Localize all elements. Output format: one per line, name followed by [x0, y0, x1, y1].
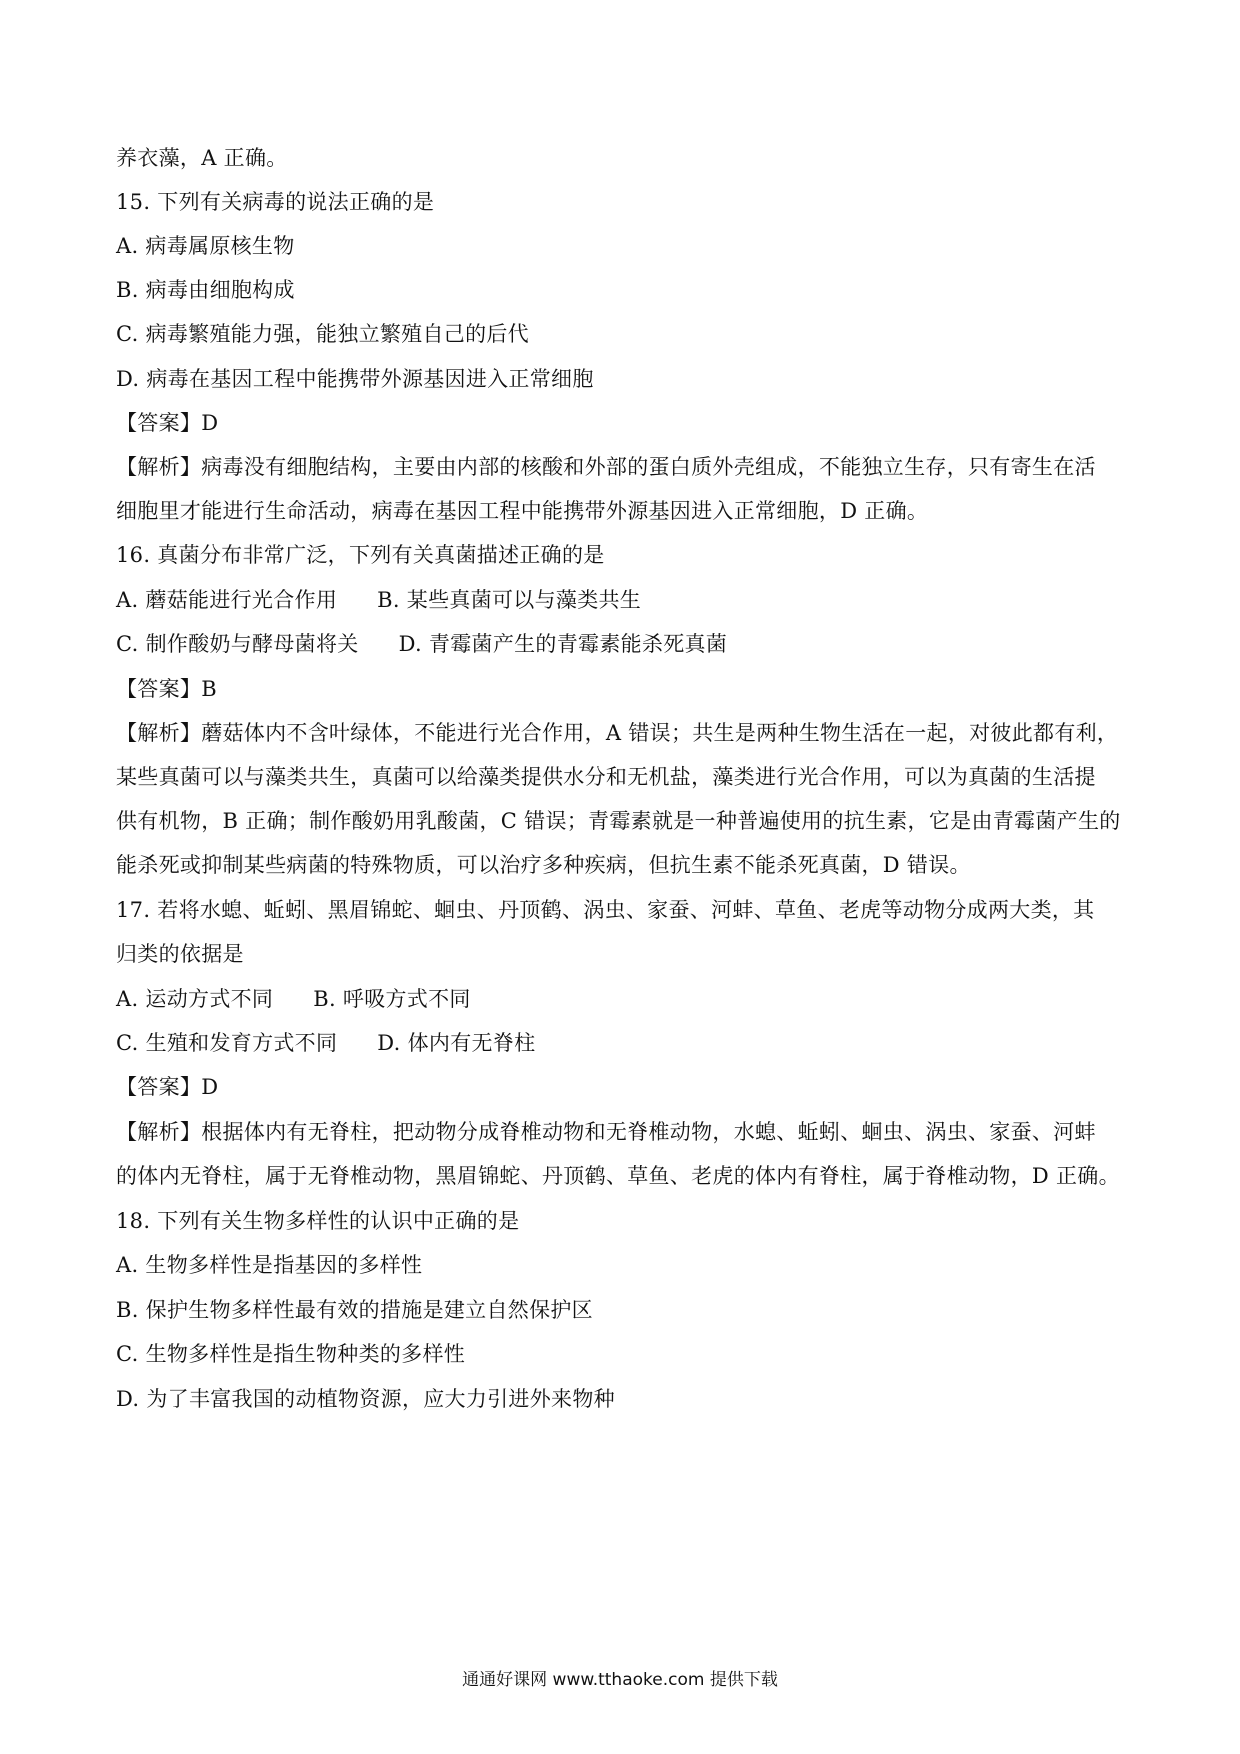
- options-17-row2: [116, 1028, 1146, 1058]
- page-footer: 通通好课网 www.tthaoke.com 提供下载: [462, 1670, 778, 1690]
- question-16: 16. 真菌分布非常广泛，下列有关真菌描述正确的是: [116, 543, 605, 567]
- explanation-15-line1: 【解析】病毒没有细胞结构，主要由内部的核酸和外部的蛋白质外壳组成，不能独立生存，只有寄生在活: [116, 455, 1096, 479]
- options-16-row2: [116, 629, 1146, 659]
- answer-17: 【答案】D: [116, 1075, 219, 1099]
- option-18c: C. 生物多样性是指生物种类的多样性: [116, 1342, 466, 1366]
- explanation-16-line3: 供有机物，B 正确；制作酸奶用乳酸菌，C 错误；青霉素就是一种普遍使用的抗生素，它是由青霉菌产生的: [116, 809, 1121, 833]
- answer-16: 【答案】B: [116, 677, 217, 701]
- option-15a: A. 病毒属原核生物: [116, 234, 295, 258]
- option-18d: D. 为了丰富我国的动植物资源，应大力引进外来物种: [116, 1387, 615, 1411]
- question-17-line1: 17. 若将水螅、蚯蚓、黑眉锦蛇、蛔虫、丹顶鹤、涡虫、家蚕、河蚌、草鱼、老虎等动物分成两大类，其: [116, 898, 1095, 922]
- option-15d: D. 病毒在基因工程中能携带外源基因进入正常细胞: [116, 367, 594, 391]
- option-16a: A. 蘑菇能进行光合作用: [116, 588, 338, 612]
- options-17-row1: [116, 984, 1146, 1014]
- option-16b: B. 某些真菌可以与藻类共生: [377, 588, 642, 612]
- explanation-16-line2: 某些真菌可以与藻类共生，真菌可以给藻类提供水分和无机盐，藻类进行光合作用，可以为真菌的生活提: [116, 765, 1096, 789]
- option-17d: D. 体内有无脊柱: [377, 1031, 536, 1055]
- question-17-line2: 归类的依据是: [116, 942, 244, 966]
- question-18: 18. 下列有关生物多样性的认识中正确的是: [116, 1209, 520, 1233]
- explanation-17-line2: 的体内无脊柱，属于无脊椎动物，黑眉锦蛇、丹顶鹤、草鱼、老虎的体内有脊柱，属于脊椎动物，D 正确。: [116, 1164, 1120, 1188]
- option-17b: B. 呼吸方式不同: [313, 987, 471, 1011]
- option-15c: C. 病毒繁殖能力强，能独立繁殖自己的后代: [116, 322, 529, 346]
- text-line: 养衣藻，A 正确。: [116, 146, 288, 170]
- question-15: 15. 下列有关病毒的说法正确的是: [116, 190, 435, 214]
- option-15b: B. 病毒由细胞构成: [116, 278, 295, 302]
- option-16c: C. 制作酸奶与酵母菌将关: [116, 632, 359, 656]
- explanation-15-line2: 细胞里才能进行生命活动，病毒在基因工程中能携带外源基因进入正常细胞，D 正确。: [116, 499, 929, 523]
- options-16-row1: [116, 585, 1146, 615]
- explanation-17-line1: 【解析】根据体内有无脊柱，把动物分成脊椎动物和无脊椎动物，水螅、蚯蚓、蛔虫、涡虫、家蚕、河蚌: [116, 1120, 1096, 1144]
- option-17c: C. 生殖和发育方式不同: [116, 1031, 338, 1055]
- explanation-16-line1: 【解析】蘑菇体内不含叶绿体，不能进行光合作用，A 错误；共生是两种生物生活在一起，对彼此都有利，: [116, 721, 1119, 745]
- option-17a: A. 运动方式不同: [116, 987, 274, 1011]
- explanation-16-line4: 能杀死或抑制某些病菌的特殊物质，可以治疗多种疾病，但抗生素不能杀死真菌，D 错误。: [116, 853, 971, 877]
- option-18a: A. 生物多样性是指基因的多样性: [116, 1253, 423, 1277]
- option-18b: B. 保护生物多样性最有效的措施是建立自然保护区: [116, 1298, 593, 1322]
- answer-15: 【答案】D: [116, 411, 219, 435]
- option-16d: D. 青霉菌产生的青霉素能杀死真菌: [398, 632, 728, 656]
